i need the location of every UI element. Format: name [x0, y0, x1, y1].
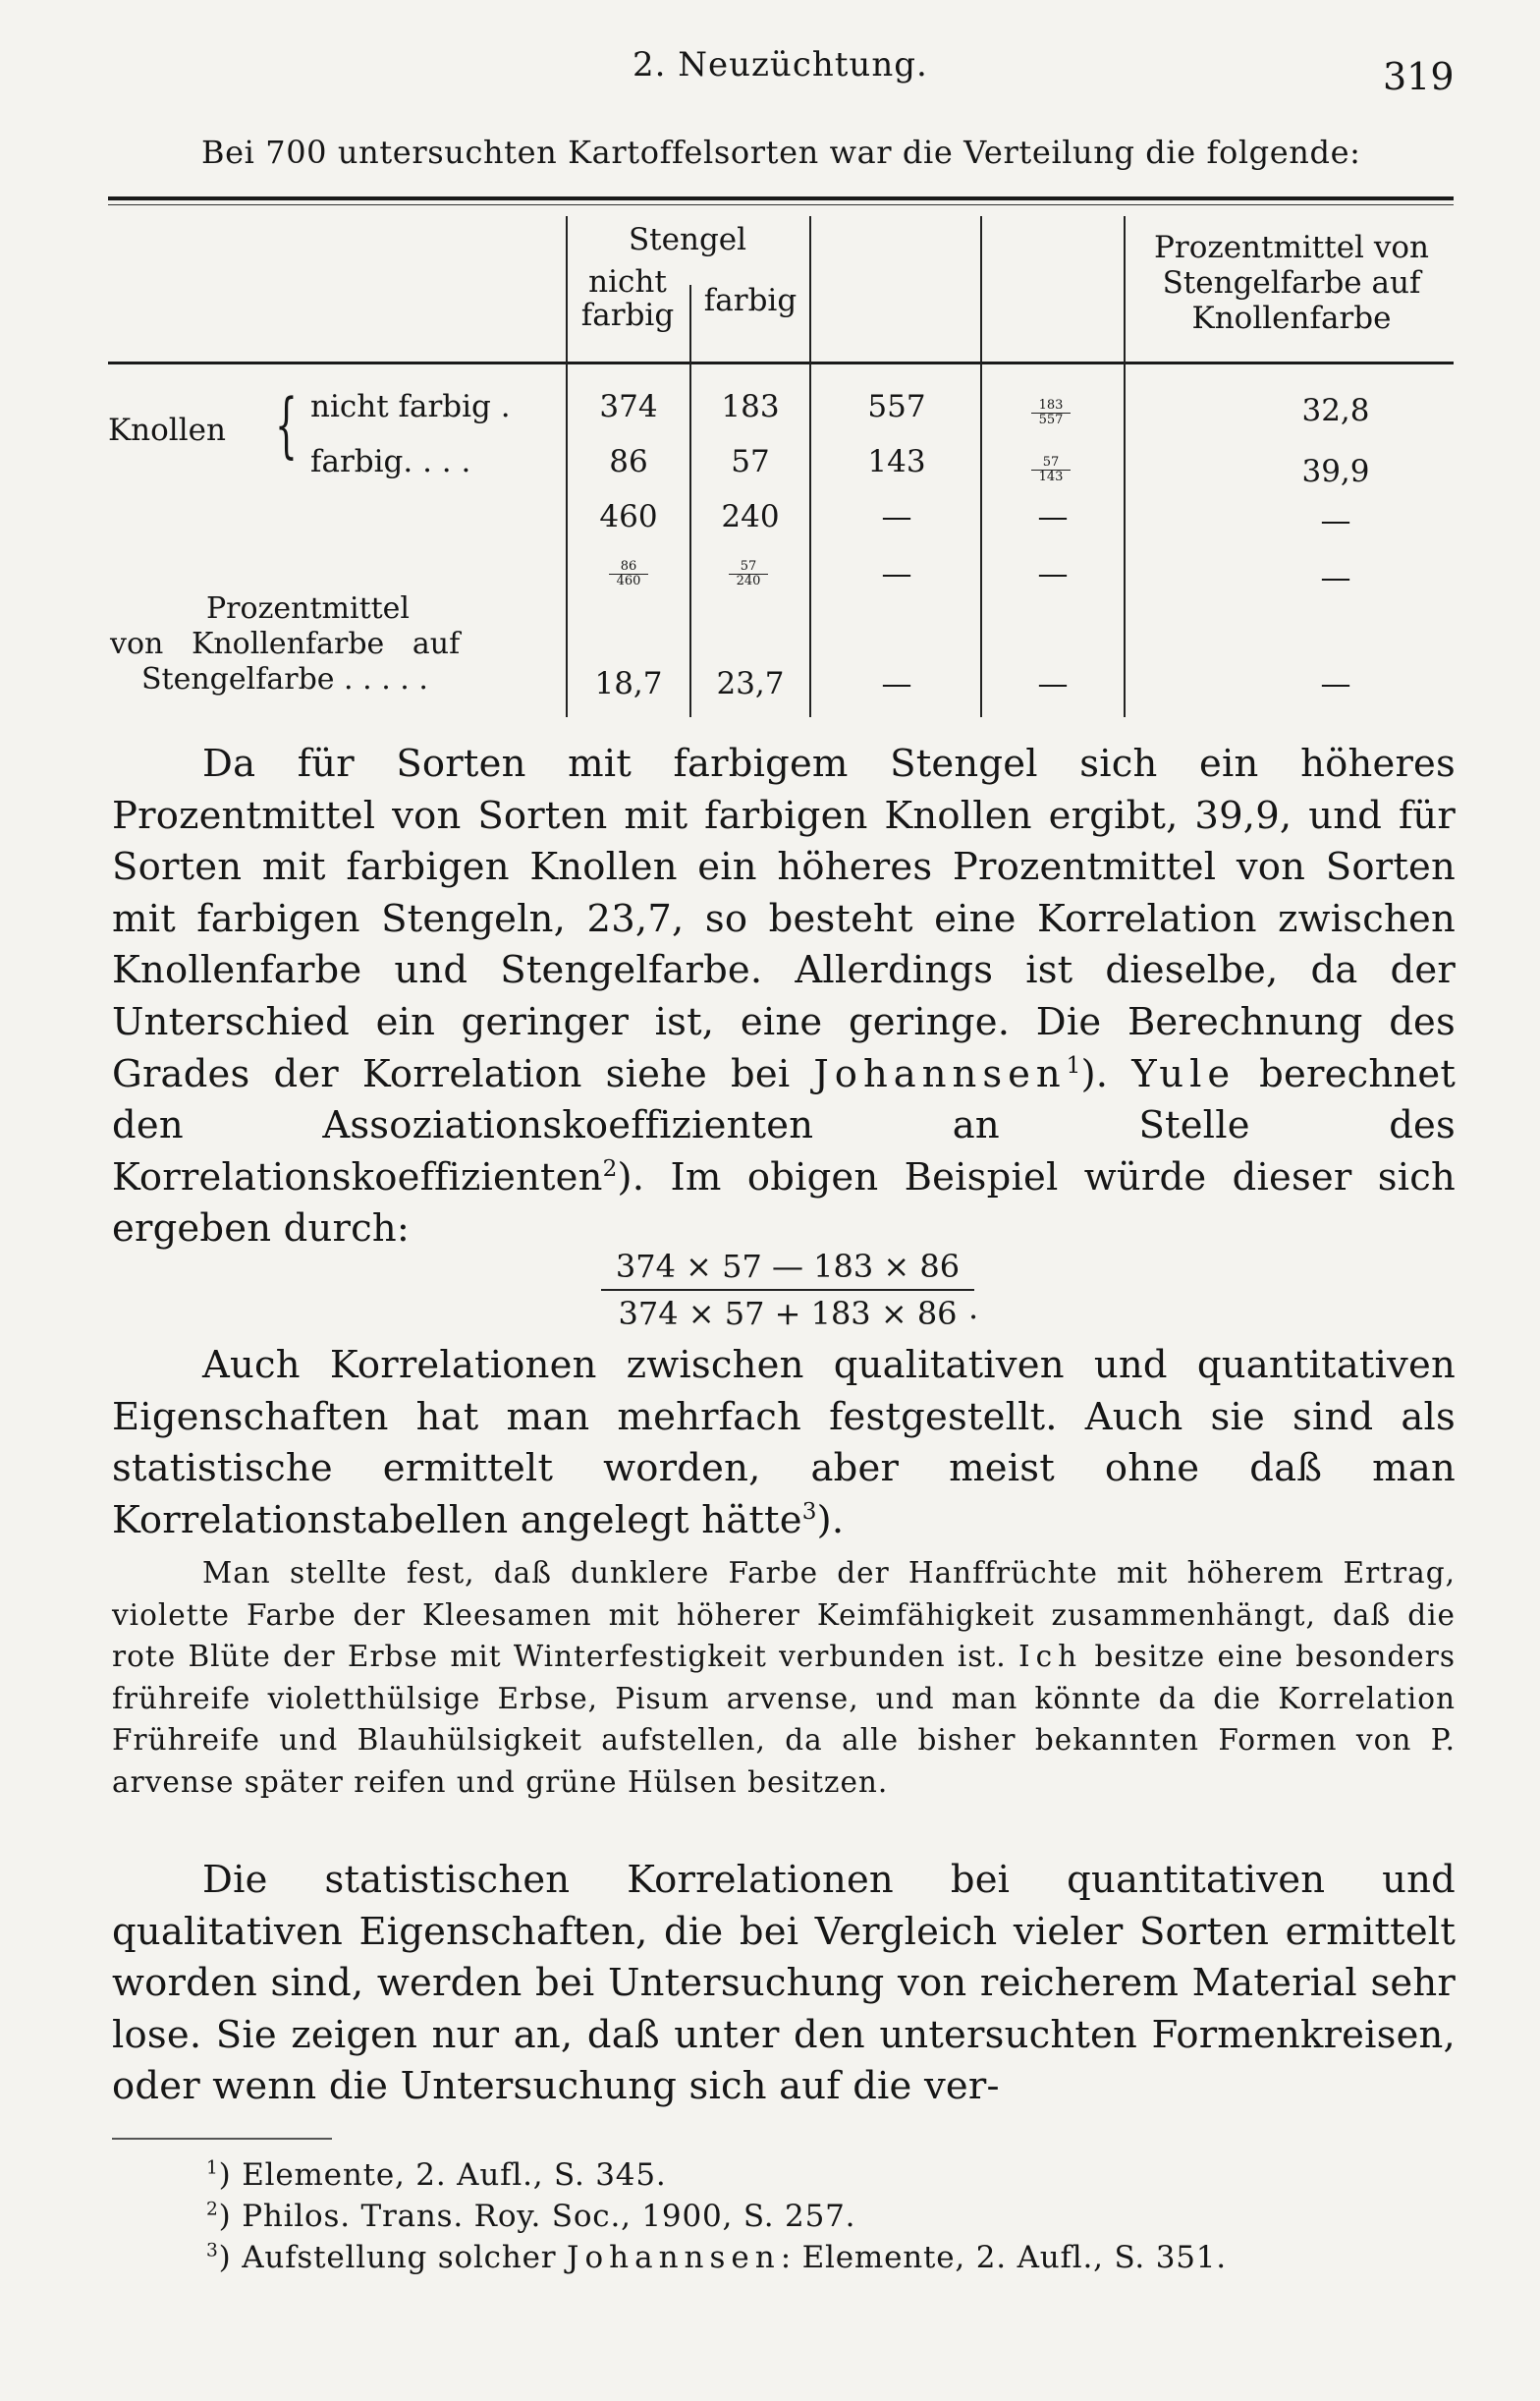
author-yule: Yule	[1131, 1051, 1237, 1096]
frac-r1-num: 183	[1031, 399, 1071, 414]
footnote-2	[206, 2199, 855, 2234]
p3-text-b: besitze eine besonders frühreife violetthülsige Erbse, Pisum arvense, und man könnte da die Korrelation Frühreife und Blauhülsigkeit aufstellen, da alle bisher bekannten Formen von P. arvense später reifen und grüne Hülsen besitzen.	[112, 1640, 1456, 1799]
cell-r1-c1: 374	[599, 389, 658, 424]
cell-r1-pct: 32,8	[1301, 393, 1370, 428]
cell-pr-c2: 23,7	[716, 666, 785, 701]
frac-f2-den: 240	[736, 574, 761, 588]
association-formula	[601, 1248, 974, 1332]
row-group-knollen: Knollen	[108, 413, 226, 448]
table-header-rule	[108, 362, 1454, 364]
frac-r2	[1031, 456, 1071, 484]
distribution-table	[108, 196, 1454, 717]
footnote-3-mark: 3	[206, 2240, 219, 2261]
footnote-rule	[112, 2138, 332, 2140]
footnote-ref-1: 1	[1066, 1052, 1081, 1079]
cell-r1-c2: 183	[721, 389, 780, 424]
intro-line: Bei 700 untersuchten Kartoffelsorten war die Verteilung die folgende:	[201, 134, 1361, 171]
p3-text-a: Man stellte fest, daß dunklere Farbe der Hanffrüchte mit höherem Ertrag, violette Farbe der Kleesamen mit höherer Keimfähigkeit zusammenhängt, daß die rote Blüte der Erbse mit Winterfestigkeit verbunden ist.	[112, 1556, 1456, 1674]
footnote-2-mark: 2	[206, 2199, 219, 2220]
footnote-3-text-b: : Elemente, 2. Aufl., S. 351.	[780, 2240, 1227, 2275]
author-johannsen: Johannsen	[813, 1051, 1067, 1096]
footnote-ref-3: 3	[801, 1498, 817, 1525]
prozent-label-2: von Knollenfarbe auf	[110, 627, 461, 661]
footnote-2-text: ) Philos. Trans. Roy. Soc., 1900, S. 257.	[218, 2199, 856, 2234]
frac-r1	[1031, 399, 1071, 427]
p1-text-b: ).	[1080, 1051, 1132, 1096]
p1-text-c: berechnet den Assoziationskoeffizienten an Stelle des Korrelationskoeffizienten	[112, 1051, 1456, 1200]
p2-text: Auch Korrelationen zwischen qualitativen und quantitativen Eigenschaften hat man mehrfach festgestellt. Auch sie sind als statistische ermittelt worden, aber meist ohne daß man Korrelationstabellen angelegt hätte	[112, 1343, 1456, 1542]
table-vline-2	[689, 285, 691, 717]
cell-pr-pct: —	[1320, 666, 1351, 701]
table-top-rule	[108, 196, 1454, 200]
footnote-3	[206, 2240, 1227, 2275]
frac-r1-den: 557	[1038, 413, 1064, 427]
paragraph-correlation	[112, 739, 1456, 1256]
header-prozent-1: Prozentmittel von	[1154, 230, 1429, 265]
p1-text-d: ). Im obigen Beispiel würde dieser sich ergeben durch:	[112, 1154, 1456, 1252]
cell-r2-c2: 57	[731, 444, 770, 479]
footnote-3-text-a: ) Aufstellung solcher	[218, 2240, 568, 2275]
p4-text: Die statistischen Korrelationen bei quantitativen und qualitativen Eigenschaften, die bei Vergleich vieler Sorten ermittelt worden sind, werden bei Untersuchung von reicherem Material sehr lose. Sie zeigen nur an, daß unter den untersuchten Formenkreisen, oder wenn die Untersuchung sich auf die ver-	[112, 1858, 1456, 2109]
header-stengel: Stengel	[628, 222, 747, 257]
cell-fr-c4: —	[1037, 556, 1069, 591]
header-prozent-2: Stengelfarbe auf	[1162, 265, 1421, 301]
table-top-rule-thin	[108, 204, 1454, 205]
frac-f1-den: 460	[616, 574, 641, 588]
header-nicht-farbig: nicht farbig	[580, 264, 675, 333]
footnote-1	[206, 2157, 667, 2193]
cell-fr-c3: —	[881, 556, 912, 591]
brace-glyph: {	[275, 383, 298, 466]
table-vline-4	[980, 216, 982, 717]
row-label-farbig: farbig. . . .	[310, 444, 471, 479]
p3-ich: Ich	[1018, 1640, 1083, 1674]
paragraph-qualitative	[112, 1340, 1456, 1546]
formula-period: .	[968, 1289, 979, 1326]
cell-r2-c3: 143	[867, 444, 926, 479]
cell-r1-c3: 557	[867, 389, 926, 424]
cell-r3-c2: 240	[721, 499, 780, 534]
frac-r2-num: 57	[1031, 456, 1071, 471]
cell-r3-pct: —	[1320, 503, 1351, 538]
prozent-label-1: Prozentmittel	[206, 591, 411, 626]
formula-numerator: 374 × 57 — 183 × 86	[601, 1248, 974, 1291]
paragraph-statistical	[112, 1855, 1456, 2113]
cell-r3-c1: 460	[599, 499, 658, 534]
cell-r3-c3: —	[881, 499, 912, 534]
cell-r3-c4: —	[1037, 499, 1069, 534]
cell-fr-pct: —	[1320, 560, 1351, 595]
footnote-1-mark: 1	[206, 2157, 219, 2179]
prozent-label-3: Stengelfarbe . . . . .	[141, 662, 428, 697]
cell-r2-pct: 39,9	[1301, 454, 1370, 489]
footnote-1-text: ) Elemente, 2. Aufl., S. 345.	[218, 2157, 667, 2193]
formula-denominator: 374 × 57 + 183 × 86	[618, 1295, 958, 1332]
running-title: 2. Neuzüchtung.	[632, 45, 928, 84]
cell-pr-c4: —	[1037, 666, 1069, 701]
cell-pr-c1: 18,7	[594, 666, 663, 701]
frac-f2-num: 57	[729, 560, 768, 575]
cell-r2-c1: 86	[609, 444, 648, 479]
cell-pr-c3: —	[881, 666, 912, 701]
table-vline-3	[809, 216, 811, 717]
table-vline-5	[1124, 216, 1126, 717]
footnote-ref-2: 2	[602, 1155, 618, 1182]
p2-tail: ).	[816, 1497, 845, 1542]
footnote-3-author: Johannsen	[567, 2240, 781, 2275]
frac-f1-num: 86	[609, 560, 648, 575]
frac-r2-den: 143	[1038, 470, 1064, 484]
page-number: 319	[1383, 55, 1455, 98]
frac-f1	[609, 560, 648, 588]
header-farbig: farbig	[703, 283, 798, 318]
p1-text-a: Da für Sorten mit farbigem Stengel sich ein höheres Prozentmittel von Sorten mit farbigen Knollen ergibt, 39,9, und für Sorten mit farbigen Knollen ein höheres Prozentmittel von Sorten mit farbigen Stengeln, 23,7, so besteht eine Korrelation zwischen Knollenfarbe und Stengelfarbe. Allerdings ist dieselbe, da der Unterschied ein geringer ist, eine geringe. Die Berechnung des Grades der Korrelation siehe bei	[112, 742, 1456, 1096]
row-label-nicht-farbig: nicht farbig .	[310, 389, 511, 424]
frac-f2	[729, 560, 768, 588]
header-prozent-3: Knollenfarbe	[1191, 301, 1392, 336]
paragraph-examples	[112, 1552, 1456, 1804]
